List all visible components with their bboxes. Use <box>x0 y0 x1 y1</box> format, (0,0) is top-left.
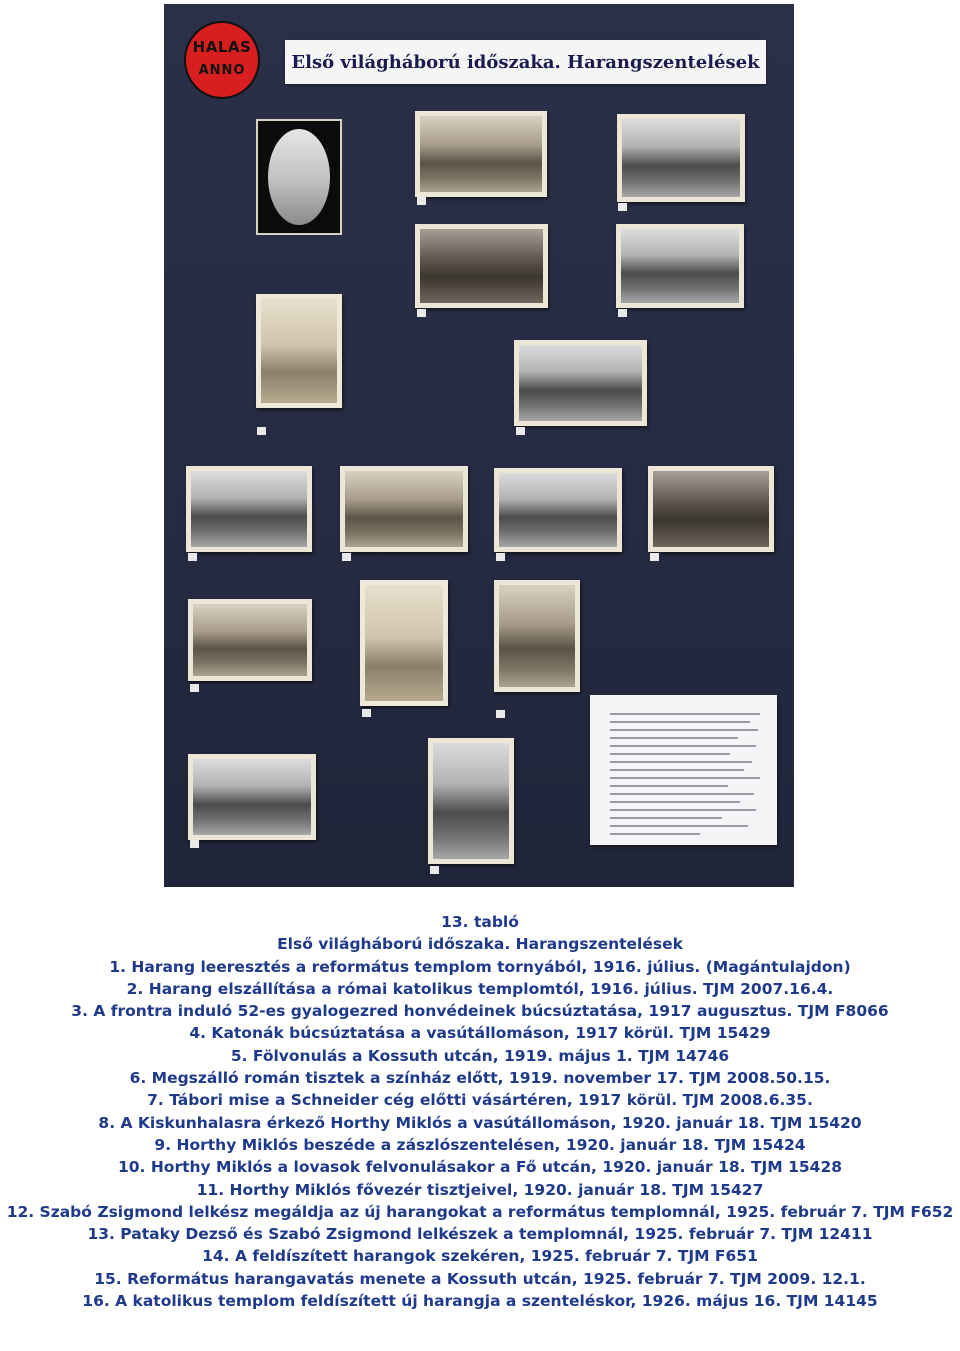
photo-2 <box>415 111 547 197</box>
caption-item-7: 7. Tábori mise a Schneider cég előtti vásártéren, 1917 körül. TJM 2008.6.35. <box>147 1091 813 1110</box>
photo-13 <box>360 580 448 706</box>
caption-board-number: 13. tabló <box>441 913 519 931</box>
photo-14 <box>494 580 580 692</box>
photo-number-tag <box>417 197 426 205</box>
photo-6 <box>514 340 647 426</box>
photo-10 <box>648 466 774 552</box>
photo-number-tag <box>496 553 505 561</box>
caption-item-8: 8. A Kiskunhalasra érkező Horthy Miklós a vasútállomáson, 1920. január 18. TJM 15420 <box>98 1113 862 1132</box>
photo-number-tag <box>190 840 199 848</box>
logo-text-top: HALAS <box>192 38 252 56</box>
photo-3 <box>617 114 745 202</box>
photo-11 <box>188 754 316 840</box>
caption-item-1: 1. Harang leeresztés a református templom tornyából, 1916. július. (Magántulajdon) <box>109 957 851 976</box>
photo-5 <box>616 224 744 308</box>
caption-item-4: 4. Katonák búcsúztatása a vasútállomáson, 1917 körül. TJM 15429 <box>189 1024 771 1043</box>
photo-number-tag <box>190 684 199 692</box>
photo-number-tag <box>430 866 439 874</box>
photo-number-tag <box>257 427 266 435</box>
caption-item-12: 12. Szabó Zsigmond lelkész megáldja az új harangokat a református templomnál, 1925. február 7. TJM F652 <box>6 1202 954 1221</box>
caption-block <box>0 911 960 1312</box>
photo-7 <box>186 466 312 552</box>
exhibition-board-photo <box>164 4 794 887</box>
board-title-strip <box>285 40 766 84</box>
photo-number-tag <box>417 309 426 317</box>
caption-item-10: 10. Horthy Miklós a lovasok felvonulásakor a Fő utcán, 1920. január 18. TJM 15428 <box>117 1158 843 1177</box>
photo-number-tag <box>650 553 659 561</box>
photo-number-tag <box>362 709 371 717</box>
photo-8 <box>340 466 468 552</box>
photo-number-tag <box>342 553 351 561</box>
caption-title: Első világháború időszaka. Harangszentelések <box>277 935 683 954</box>
caption-item-6: 6. Megszálló román tisztek a színház előtt, 1919. november 17. TJM 2008.50.15. <box>129 1069 831 1088</box>
caption-item-15: 15. Református harangavatás menete a Kossuth utcán, 1925. február 7. TJM 2009. 12.1. <box>94 1269 866 1288</box>
photo-number-tag <box>618 203 627 211</box>
caption-item-14: 14. A feldíszített harangok szekéren, 1925. február 7. TJM F651 <box>202 1247 758 1266</box>
caption-item-13: 13. Pataky Dezső és Szabó Zsigmond lelkészek a templomnál, 1925. február 7. TJM 12411 <box>87 1225 873 1244</box>
caption-item-3: 3. A frontra induló 52-es gyalogezred honvédeinek búcsúztatása, 1917 augusztus. TJM F8066 <box>71 1002 889 1021</box>
photo-16 <box>428 738 514 864</box>
logo-text-bottom: ANNO <box>198 63 246 78</box>
board-title: Első világháború időszaka. Harangszentelések <box>291 51 760 73</box>
photo-number-tag <box>496 710 505 718</box>
photo-number-tag <box>516 427 525 435</box>
photo-church-oval <box>256 119 342 235</box>
caption-item-16: 16. A katolikus templom feldíszített új harangja a szenteléskor, 1926. május 16. TJM 14145 <box>82 1292 878 1311</box>
photo-1 <box>256 294 342 408</box>
caption-item-5: 5. Fölvonulás a Kossuth utcán, 1919. május 1. TJM 14746 <box>230 1046 730 1065</box>
photo-12 <box>188 599 312 681</box>
photo-number-tag <box>618 309 627 317</box>
photo-number-tag <box>188 553 197 561</box>
legend-sheet <box>590 695 777 845</box>
halas-anno-logo <box>184 21 260 99</box>
caption-item-11: 11. Horthy Miklós fővezér tisztjeivel, 1920. január 18. TJM 15427 <box>196 1180 764 1199</box>
caption-item-2: 2. Harang elszállítása a római katolikus templomtól, 1916. július. TJM 2007.16.4. <box>126 979 834 998</box>
caption-item-9: 9. Horthy Miklós beszéde a zászlószentelésen, 1920. január 18. TJM 15424 <box>154 1135 806 1154</box>
photo-4 <box>415 224 548 308</box>
photo-9 <box>494 468 622 552</box>
